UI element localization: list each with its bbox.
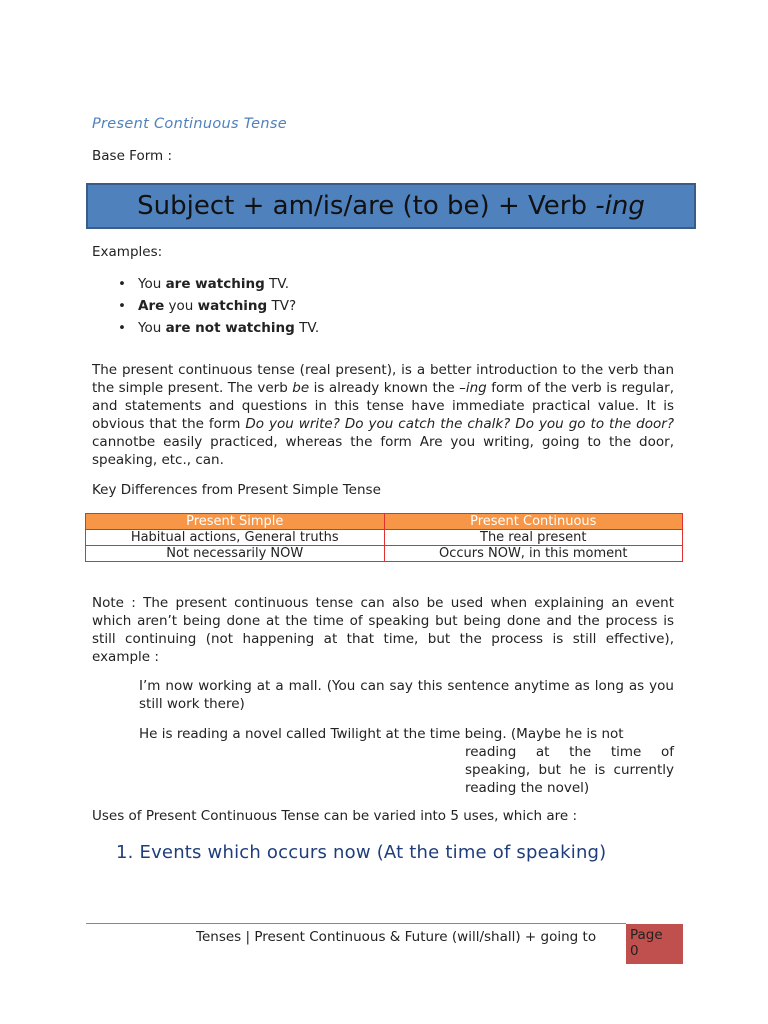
table-header-row bbox=[86, 514, 683, 530]
page-number: 0 bbox=[630, 943, 639, 959]
example-item: • You are watching TV. bbox=[118, 274, 319, 296]
table-cell: Not necessarily NOW bbox=[86, 546, 385, 562]
base-form-label: Base Form : bbox=[92, 148, 173, 164]
table-cell: Habitual actions, General truths bbox=[86, 530, 385, 546]
examples-label: Examples: bbox=[92, 244, 163, 260]
page-label: Page bbox=[630, 927, 663, 943]
formula-box bbox=[86, 183, 696, 229]
uses-intro: Uses of Present Continuous Tense can be varied into 5 uses, which are : bbox=[92, 808, 578, 824]
table-cell: Occurs NOW, in this moment bbox=[384, 546, 683, 562]
use-item-heading: 1. Events which occurs now (At the time of speaking) bbox=[116, 842, 607, 863]
page-title: Present Continuous Tense bbox=[92, 116, 287, 132]
table-header-cell: Present Simple bbox=[86, 514, 385, 530]
formula-main: Subject + am/is/are (to be) + Verb -ing bbox=[137, 191, 645, 221]
example-sentence-continuation: reading at the time of speaking, but he is currently reading the novel) bbox=[465, 744, 674, 796]
example-sentence: He is reading a novel called Twilight at the time being. (Maybe he is not bbox=[139, 726, 624, 742]
formula-ing: -ing bbox=[595, 191, 645, 221]
comparison-table bbox=[85, 513, 683, 562]
footer-text: Tenses | Present Continuous & Future (will/shall) + going to bbox=[196, 929, 597, 945]
example-item: • You are not watching TV. bbox=[118, 318, 319, 340]
examples-list bbox=[118, 274, 319, 340]
example-item: • Are you watching TV? bbox=[118, 296, 319, 318]
key-differences-label: Key Differences from Present Simple Tense bbox=[92, 482, 381, 498]
note-paragraph: Note : The present continuous tense can also be used when explaining an event which aren’t being done at the time of speaking but being done and the process is still continuing (not happening at that time, but the process is still effective), example : bbox=[92, 595, 674, 665]
footer-divider bbox=[86, 923, 626, 924]
explanation-paragraph: The present continuous tense (real present), is a better introduction to the verb than the simple present. The verb be is already known the –ing form of the verb is regular, and statements and questions in this tense have immediate practical value. It is obvious that the form Do you write? Do you catch the chalk? Do you go to the door?cannotbe easily practiced, whereas the form Are you writing, going to the door, speaking, etc., can. bbox=[92, 362, 675, 468]
table-row bbox=[86, 530, 683, 546]
page-number-box bbox=[626, 924, 683, 964]
example-sentence: I’m now working at a mall. (You can say this sentence anytime as long as you still work there) bbox=[139, 678, 674, 712]
table-header-cell: Present Continuous bbox=[384, 514, 683, 530]
table-cell: The real present bbox=[384, 530, 683, 546]
table-row bbox=[86, 546, 683, 562]
